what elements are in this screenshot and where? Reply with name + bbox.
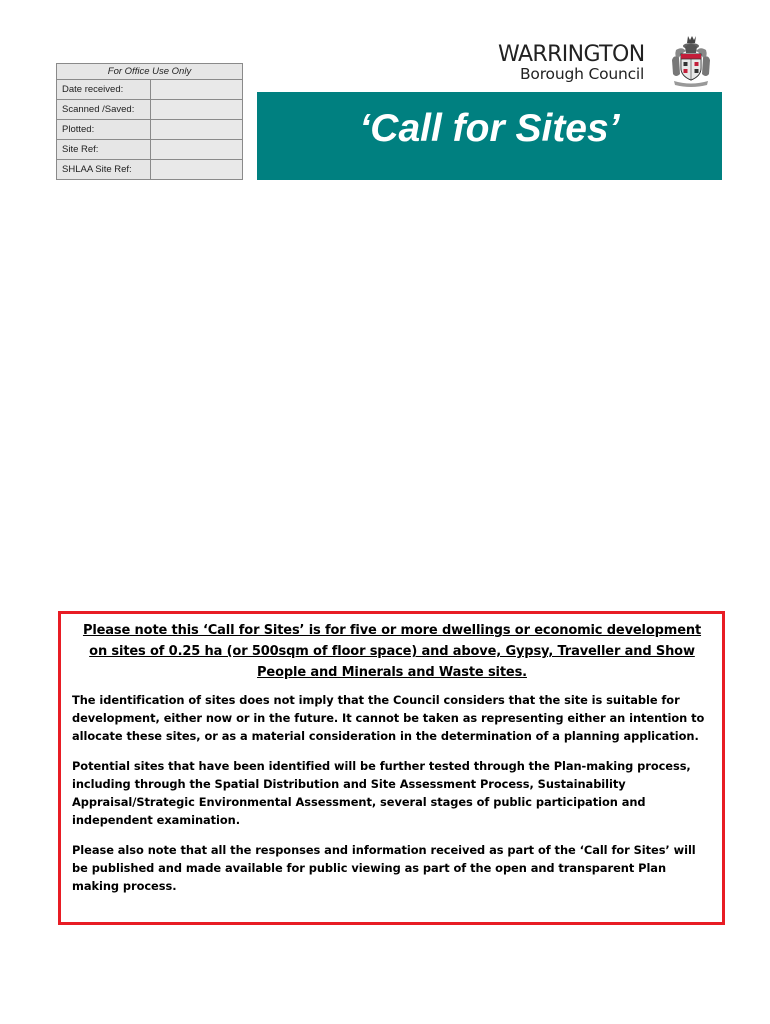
- warrington-logo: [494, 34, 716, 90]
- office-use-header: For Office Use Only: [57, 64, 243, 80]
- table-row: [57, 100, 243, 120]
- table-row: [57, 80, 243, 100]
- date-received-field[interactable]: [151, 80, 243, 100]
- coat-of-arms-icon: [668, 34, 714, 88]
- notice-paragraph-3: Please also note that all the responses and information received as part of the ‘Call for Sites’ will be published and made available for public viewing as part of the open and transparent Plan making process.: [72, 843, 696, 893]
- scanned-saved-label: Scanned /Saved:: [57, 100, 151, 120]
- notice-box: [58, 611, 725, 925]
- notice-heading: Please note this ‘Call for Sites’ is for five or more dwellings or economic development on sites of 0.25 ha (or 500sqm of floor space) and above, Gypsy, Traveller and Show People and Minerals and Waste sites.: [82, 623, 702, 680]
- plotted-label: Plotted:: [57, 120, 151, 140]
- logo-subtitle: Borough Council: [520, 65, 645, 83]
- site-ref-label: Site Ref:: [57, 140, 151, 160]
- table-row: [57, 140, 243, 160]
- page-title: ‘Call for Sites’: [359, 107, 620, 150]
- date-received-label: Date received:: [57, 80, 151, 100]
- logo-name: WARRINGTON: [498, 42, 645, 67]
- shlaa-site-ref-field[interactable]: [151, 160, 243, 180]
- title-banner: [257, 92, 722, 180]
- office-use-table: [56, 63, 243, 180]
- plotted-field[interactable]: [151, 120, 243, 140]
- notice-paragraph-2: Potential sites that have been identified will be further tested through the Plan-making process, including through the Spatial Distribution and Site Assessment Process, Sustainability Appraisal/Strategic Environmental Assessment, several stages of public participation and independent examination.: [72, 759, 691, 827]
- shlaa-site-ref-label: SHLAA Site Ref:: [57, 160, 151, 180]
- site-ref-field[interactable]: [151, 140, 243, 160]
- notice-paragraph-1: The identification of sites does not imply that the Council considers that the site is suitable for development, either now or in the future. It cannot be taken as representing either an intention to allocate these sites, or as a material consideration in the determination of a planning application.: [72, 693, 705, 743]
- table-row: [57, 120, 243, 140]
- table-row: [57, 160, 243, 180]
- scanned-saved-field[interactable]: [151, 100, 243, 120]
